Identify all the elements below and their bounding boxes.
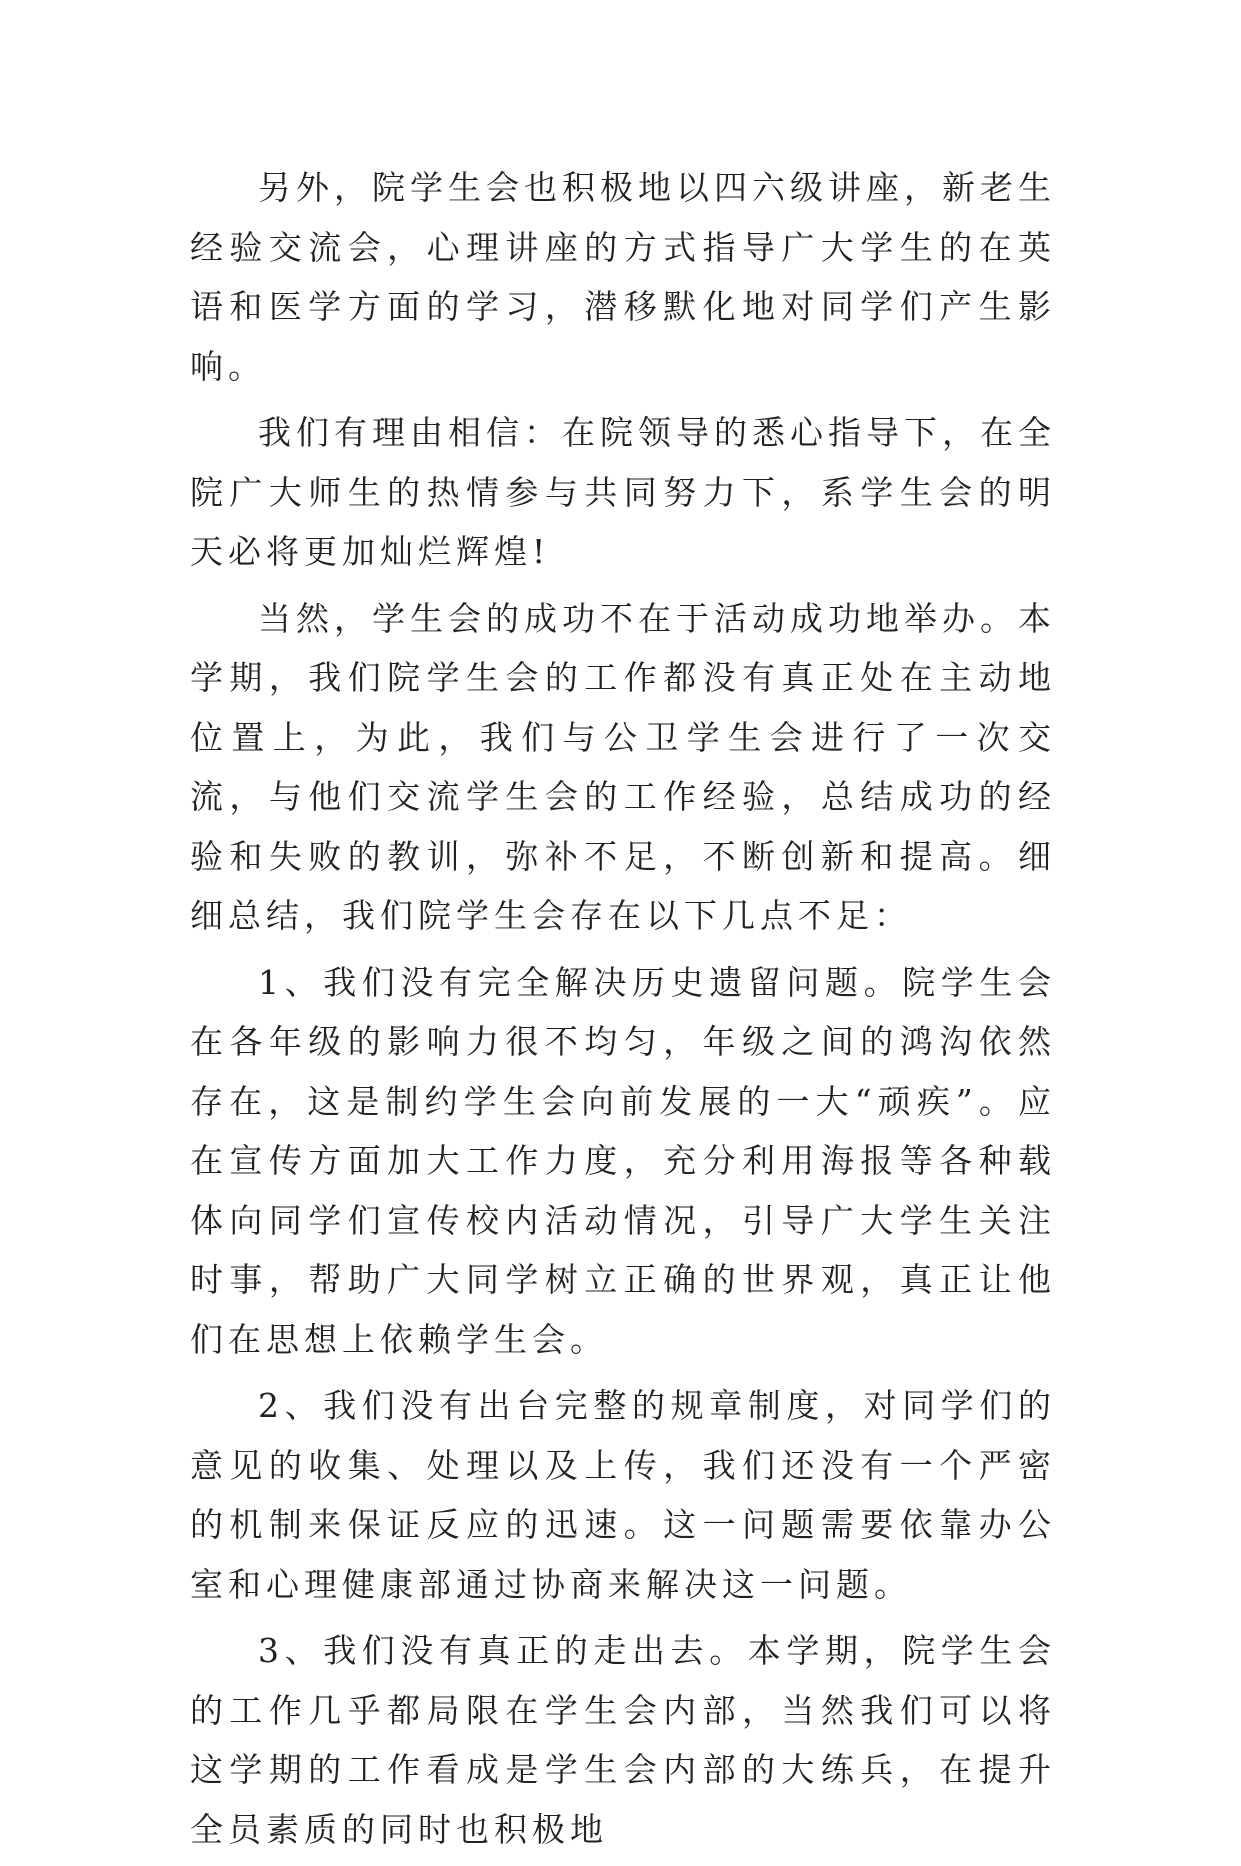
document-body: [190, 158, 1056, 1866]
paragraph-shortcoming-1: 1、我们没有完全解决历史遗留问题。院学生会在各年级的影响力很不均匀，年级之间的鸿沟依然存在，这是制约学生会向前发展的一大“顽疾”。应在宣传方面加大工作力度，充分利用海报等各种载体向同学们宣传校内活动情况，引导广大学生关注时事，帮助广大同学树立正确的世界观，真正让他们在思想上依赖学生会。: [190, 962, 1056, 1359]
paragraph-reflection: 当然，学生会的成功不在于活动成功地举办。本学期，我们院学生会的工作都没有真正处在主动地位置上，为此，我们与公卫学生会进行了一次交流，与他们交流学生会的工作经验，总结成功的经验和失败的教训，弥补不足，不断创新和提高。细细总结，我们院学生会存在以下几点不足：: [190, 598, 1056, 935]
paragraph-confidence: 我们有理由相信：在院领导的悉心指导下，在全院广大师生的热情参与共同努力下，系学生会的明天必将更加灿烂辉煌!: [190, 413, 1056, 571]
paragraph-extra-activities: 另外，院学生会也积极地以四六级讲座，新老生经验交流会，心理讲座的方式指导广大学生的在英语和医学方面的学习，潜移默化地对同学们产生影响。: [190, 168, 1056, 386]
paragraph-shortcoming-3: 3、我们没有真正的走出去。本学期，院学生会的工作几乎都局限在学生会内部，当然我们可以将这学期的工作看成是学生会内部的大练兵，在提升全员素质的同时也积极地: [190, 1631, 1056, 1849]
paragraph-shortcoming-2: 2、我们没有出台完整的规章制度，对同学们的意见的收集、处理以及上传，我们还没有一个严密的机制来保证反应的迅速。这一问题需要依靠办公室和心理健康部通过协商来解决这一问题。: [190, 1386, 1056, 1604]
